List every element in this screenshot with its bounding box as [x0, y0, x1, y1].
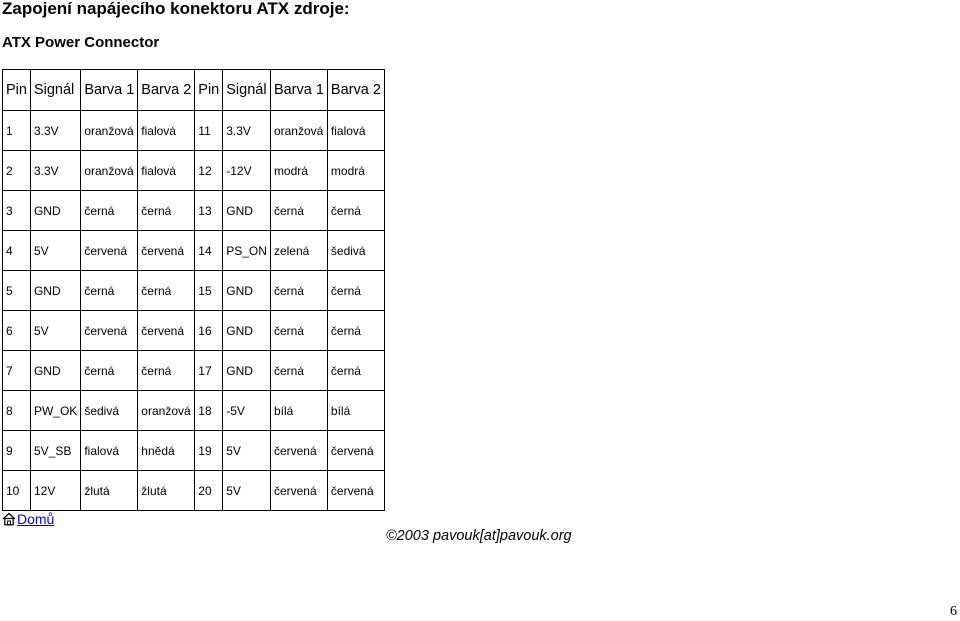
- table-cell: GND: [30, 271, 80, 311]
- page-number: 6: [950, 604, 957, 619]
- table-cell: 7: [3, 351, 31, 391]
- page-subtitle: ATX Power Connector: [2, 34, 160, 51]
- table-row: [3, 191, 385, 231]
- table-cell: 15: [195, 271, 223, 311]
- table-cell: 3.3V: [223, 111, 271, 151]
- table-cell: 17: [195, 351, 223, 391]
- home-link[interactable]: [2, 511, 54, 527]
- column-header: Signál: [223, 70, 271, 111]
- home-icon: [2, 512, 16, 526]
- table-row: [3, 471, 385, 511]
- table-cell: 5V: [30, 311, 80, 351]
- table-cell: PW_OK: [30, 391, 80, 431]
- column-header: Barva 2: [327, 70, 384, 111]
- table-row: [3, 231, 385, 271]
- page-title: Zapojení napájecího konektoru ATX zdroje:: [2, 0, 350, 18]
- table-cell: 6: [3, 311, 31, 351]
- table-cell: GND: [30, 191, 80, 231]
- table-cell: 13: [195, 191, 223, 231]
- table-cell: 3.3V: [30, 111, 80, 151]
- table-cell: oranžová: [138, 391, 195, 431]
- table-cell: fialová: [327, 111, 384, 151]
- table-cell: -5V: [223, 391, 271, 431]
- table-cell: GND: [223, 311, 271, 351]
- table-cell: 12V: [30, 471, 80, 511]
- table-cell: černá: [270, 191, 327, 231]
- table-header-row: [3, 70, 385, 111]
- column-header: Pin: [195, 70, 223, 111]
- table-cell: -12V: [223, 151, 271, 191]
- column-header: Barva 1: [81, 70, 138, 111]
- table-cell: 1: [3, 111, 31, 151]
- table-cell: GND: [223, 191, 271, 231]
- table-cell: černá: [270, 351, 327, 391]
- table-cell: 14: [195, 231, 223, 271]
- table-cell: PS_ON: [223, 231, 271, 271]
- table-cell: 5V_SB: [30, 431, 80, 471]
- table-row: [3, 391, 385, 431]
- table-cell: červená: [138, 311, 195, 351]
- column-header: Barva 2: [138, 70, 195, 111]
- table-cell: červená: [270, 431, 327, 471]
- table-cell: 12: [195, 151, 223, 191]
- table-cell: 5V: [223, 471, 271, 511]
- table-cell: 3.3V: [30, 151, 80, 191]
- table-cell: 19: [195, 431, 223, 471]
- table-cell: červená: [327, 431, 384, 471]
- table-cell: šedivá: [81, 391, 138, 431]
- table-cell: bílá: [270, 391, 327, 431]
- column-header: Pin: [3, 70, 31, 111]
- pinout-table: [2, 69, 385, 511]
- table-cell: žlutá: [138, 471, 195, 511]
- table-cell: 4: [3, 231, 31, 271]
- table-cell: černá: [81, 191, 138, 231]
- table-row: [3, 431, 385, 471]
- table-cell: červená: [81, 311, 138, 351]
- table-cell: černá: [138, 271, 195, 311]
- table-cell: fialová: [138, 111, 195, 151]
- table-cell: černá: [270, 271, 327, 311]
- table-cell: šedivá: [327, 231, 384, 271]
- table-cell: 5V: [30, 231, 80, 271]
- table-cell: 3: [3, 191, 31, 231]
- table-cell: 5V: [223, 431, 271, 471]
- table-cell: 11: [195, 111, 223, 151]
- table-cell: 8: [3, 391, 31, 431]
- table-cell: černá: [270, 311, 327, 351]
- table-cell: GND: [30, 351, 80, 391]
- table-cell: červená: [81, 231, 138, 271]
- table-cell: černá: [327, 271, 384, 311]
- table-cell: oranžová: [81, 111, 138, 151]
- table-cell: oranžová: [270, 111, 327, 151]
- table-cell: zelená: [270, 231, 327, 271]
- table-cell: černá: [138, 351, 195, 391]
- table-row: [3, 311, 385, 351]
- table-cell: 10: [3, 471, 31, 511]
- table-cell: 16: [195, 311, 223, 351]
- table-cell: 5: [3, 271, 31, 311]
- table-row: [3, 111, 385, 151]
- table-cell: fialová: [81, 431, 138, 471]
- table-cell: černá: [138, 191, 195, 231]
- table-row: [3, 271, 385, 311]
- table-row: [3, 351, 385, 391]
- table-cell: černá: [327, 351, 384, 391]
- table-cell: 2: [3, 151, 31, 191]
- copyright-text: ©2003 pavouk[at]pavouk.org: [386, 528, 572, 544]
- table-row: [3, 151, 385, 191]
- table-cell: bílá: [327, 391, 384, 431]
- home-link-label[interactable]: Domů: [17, 511, 55, 527]
- table-cell: červená: [270, 471, 327, 511]
- column-header: Barva 1: [270, 70, 327, 111]
- table-cell: oranžová: [81, 151, 138, 191]
- table-cell: modrá: [270, 151, 327, 191]
- table-cell: černá: [81, 271, 138, 311]
- table-cell: 20: [195, 471, 223, 511]
- table-cell: GND: [223, 271, 271, 311]
- table-cell: červená: [138, 231, 195, 271]
- table-cell: GND: [223, 351, 271, 391]
- table-cell: černá: [81, 351, 138, 391]
- table-cell: 9: [3, 431, 31, 471]
- column-header: Signál: [30, 70, 80, 111]
- table-cell: černá: [327, 311, 384, 351]
- table-cell: černá: [327, 191, 384, 231]
- table-cell: červená: [327, 471, 384, 511]
- table-cell: 18: [195, 391, 223, 431]
- table-cell: fialová: [138, 151, 195, 191]
- table-cell: hnědá: [138, 431, 195, 471]
- table-cell: žlutá: [81, 471, 138, 511]
- table-cell: modrá: [327, 151, 384, 191]
